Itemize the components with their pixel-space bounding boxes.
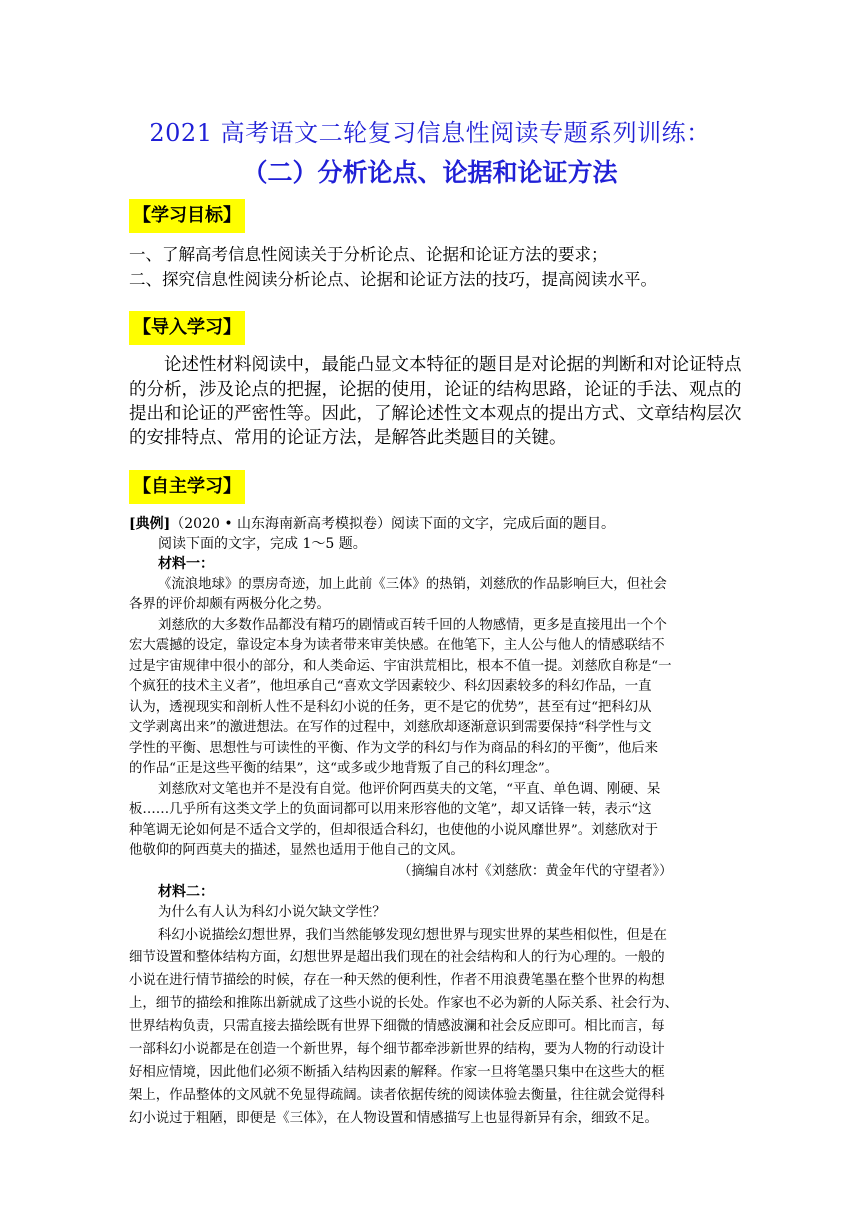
material1-line: 个疯狂的技术主义者”，他坦承自己“喜欢文学因素较少、科幻因素较多的科幻作品，一直	[129, 679, 652, 694]
material2-line: 世界结构负责，只需直接去描绘既有世界下细微的情感波澜和社会反应即可。相比而言，每	[129, 1019, 665, 1034]
material2-line: 好相应情境，因此他们必须不断插入结构因素的解释。作家一旦将笔墨只集中在这些大的框	[129, 1065, 665, 1080]
material2-line: 上，细节的描绘和推陈出新就成了这些小说的长处。作家也不必为新的人际关系、社会行为、	[129, 996, 679, 1011]
section-tag-self-study: 【自主学习】	[129, 470, 245, 504]
goal-item: 一、了解高考信息性阅读关于分析论点、论据和论证方法的要求；	[129, 245, 608, 264]
section-tag-learning-goals: 【学习目标】	[129, 199, 245, 233]
intro-line: 的分析，涉及论点的把握，论据的使用，论证的结构思路，论证的手法、观点的	[129, 380, 742, 400]
material1-line: 文学剥离出来”的激进想法。在写作的过程中，刘慈欣却逐渐意识到需要保持“科学性与文	[129, 720, 652, 735]
goal-item: 二、探究信息性阅读分析论点、论据和论证方法的技巧，提高阅读水平。	[129, 270, 657, 289]
document-title: 2021 高考语文二轮复习信息性阅读专题系列训练：	[149, 119, 711, 147]
document-subtitle: （二）分析论点、论据和论证方法	[242, 158, 618, 187]
material2-line: 一部科幻小说都是在创造一个新世界，每个细节都牵涉新世界的结构，要为人物的行动设计	[129, 1042, 665, 1057]
material2-line: 科幻小说描绘幻想世界，我们当然能够发现幻想世界与现实世界的某些相似性，但是在	[158, 928, 667, 943]
material1-line: 宏大震撼的设定，靠设定本身为读者带来审美快感。在他笔下，主人公与他人的情感联结不	[129, 638, 665, 653]
material1-label: 材料一：	[158, 556, 214, 572]
section-tag-intro: 【导入学习】	[129, 311, 245, 345]
material1-line: 学性的平衡、思想性与可读性的平衡、作为文学的科幻与作为商品的科幻的平衡”，他后来	[129, 741, 659, 756]
material2-line: 小说在进行情节描绘的时候，存在一种天然的便利性，作者不用浪费笔墨在整个世界的构想	[129, 973, 665, 988]
material1-line: 《流浪地球》的票房奇迹，加上此前《三体》的热销，刘慈欣的作品影响巨大，但社会	[158, 577, 667, 592]
material1-line: 过是宇宙规律中很小的部分，和人类命运、宇宙洪荒相比，根本不值一提。刘慈欣自称是“一	[129, 659, 672, 674]
material1-line: 刘慈欣对文笔也并不是没有自觉。他评价阿西莫夫的文笔，“平直、单色调、刚硬、呆	[158, 782, 661, 797]
material1-line: 他敬仰的阿西莫夫的描述，显然也适用于他自己的文风。	[129, 843, 464, 858]
intro-line: 的安排特点、常用的论证方法，是解答此类题目的关键。	[129, 428, 567, 448]
material1-line: 板……几乎所有这类文学上的负面词都可以用来形容他的文笔”，却又话锋一转，表示“这	[129, 802, 652, 817]
material2-line: 细节设置和整体结构方面，幻想世界是超出我们现在的社会结构和人的行为心理的。一般的	[129, 950, 665, 965]
material1-line: 种笔调无论如何是不适合文学的，但却很适合科幻，也使他的小说风靡世界”。刘慈欣对于	[129, 823, 659, 838]
material1-citation: （摘编自冰村《刘慈欣：黄金年代的守望者》）	[398, 864, 673, 879]
intro-line: 提出和论证的严密性等。因此，了解论述性文本观点的提出方式、文章结构层次	[129, 404, 742, 424]
material1-line: 的作品“正是这些平衡的结果”，这“或多或少地背叛了自己的科幻理念”。	[129, 761, 559, 776]
example-heading	[129, 513, 615, 533]
example-label: [典例]	[129, 516, 171, 532]
material1-line: 刘慈欣的大多数作品都没有精巧的剧情或百转千回的人物感情，更多是直接甩出一个个	[158, 618, 667, 633]
intro-line: 论述性材料阅读中，最能凸显文本特征的题目是对论据的判断和对论证特点	[164, 355, 742, 375]
material1-line: 认为，透视现实和剖析人性不是科幻小说的任务，更不是它的优势”，甚至有过“把科幻从	[129, 700, 652, 715]
material2-line: 架上，作品整体的文风就不免显得疏阔。读者依据传统的阅读体验去衡量，往往就会觉得科	[129, 1088, 665, 1103]
material2-label: 材料二：	[158, 884, 214, 900]
material2-line: 幻小说过于粗陋，即便是《三体》，在人物设置和情感描写上也显得新异有余，细致不足。	[129, 1111, 658, 1126]
material1-line: 各界的评价却颇有两极分化之势。	[129, 597, 330, 612]
example-instruction: 阅读下面的文字，完成 1～5 题。	[158, 536, 367, 552]
material2-line: 为什么有人认为科幻小说欠缺文学性？	[158, 905, 386, 920]
example-source: （2020 • 山东海南新高考模拟卷）阅读下面的文字，完成后面的题目。	[170, 516, 616, 532]
